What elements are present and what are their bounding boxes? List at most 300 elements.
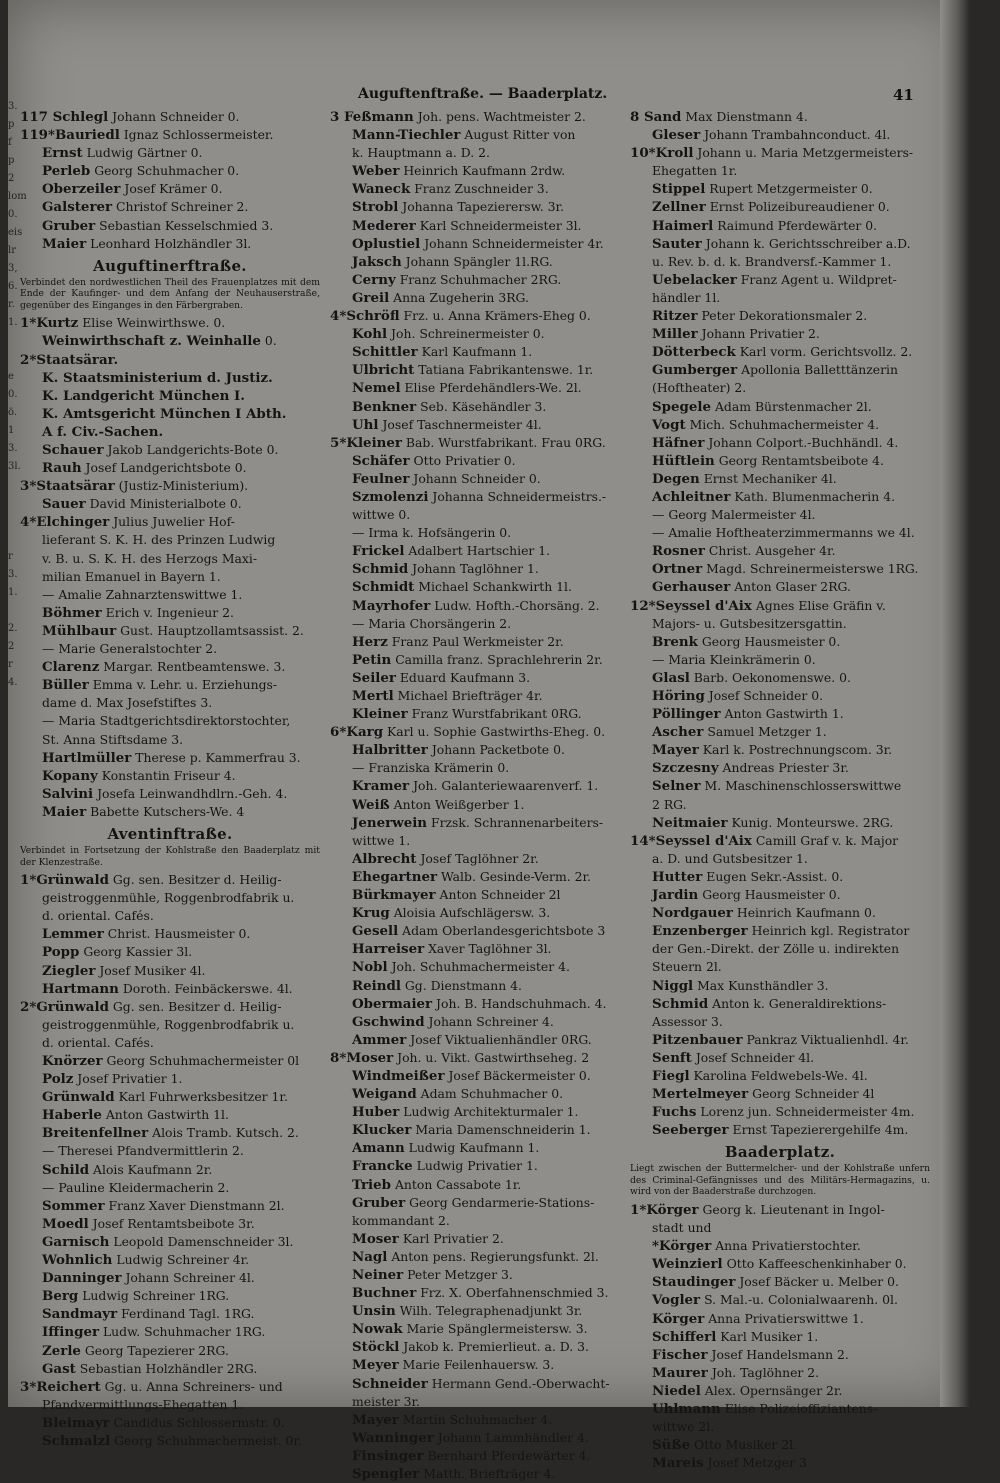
- entry-surname: Hartmann: [42, 980, 119, 997]
- entry-surname: Knörzer: [42, 1053, 103, 1069]
- entry-continuation: — Amalie Zahnarztenswittwe 1.: [42, 586, 243, 602]
- entry-surname: Schauer: [42, 442, 104, 458]
- directory-entry: [630, 1382, 930, 1400]
- entry-surname: Berg: [42, 1288, 79, 1305]
- directory-entry: [630, 198, 930, 216]
- directory-entry: [330, 1447, 628, 1465]
- entry-details: Otto Privatier 0.: [409, 452, 516, 468]
- entry-details: Apollonia Balletttänzerin: [737, 362, 898, 378]
- directory-entry: [330, 289, 628, 307]
- entry-details: Christ. Hausmeister 0.: [103, 926, 251, 942]
- entry-surname: Szczesny: [652, 760, 719, 777]
- directory-entry: [330, 470, 628, 488]
- directory-entry: [20, 1342, 320, 1360]
- directory-entry: [630, 777, 930, 795]
- margin-fragment: p f: [8, 119, 15, 148]
- directory-entry: [630, 814, 930, 832]
- entry-details: Johann Lammhändler 4.: [433, 1429, 589, 1445]
- entry-details: Anna Privatierstochter.: [711, 1238, 861, 1254]
- entry-surname: Stöckl: [352, 1339, 400, 1356]
- margin-fragment: [8, 980, 20, 998]
- directory-entry: [20, 387, 320, 405]
- entry-surname: Ehegartner: [352, 868, 438, 885]
- entry-details: Joh. pens. Wachtmeister 2.: [413, 109, 586, 124]
- entry-details: Georg Gendarmerie-Stations-: [405, 1194, 595, 1210]
- entry-surname: Rauh: [42, 460, 82, 477]
- left-margin-fragments: [8, 98, 27, 1070]
- entry-details: Ludw. Schuhmacher 1RG.: [99, 1324, 266, 1340]
- entry-details: Alois Tramb. Kutsch. 2.: [148, 1125, 299, 1141]
- entry-details: Johanna Schneidermeistrs.-: [428, 488, 607, 504]
- entry-surname: Oplustiel: [352, 235, 421, 252]
- margin-fragment: 3l.: [8, 461, 21, 472]
- entry-surname: K. Landgericht München I.: [42, 387, 245, 404]
- entry-details: Ludwig Architekturmaler 1.: [399, 1104, 579, 1120]
- entry-surname: Oberzeiler: [42, 181, 121, 198]
- directory-entry: [630, 488, 930, 506]
- directory-entry: [20, 1414, 320, 1432]
- entry-continuation: Assessor 3.: [652, 1013, 723, 1029]
- directory-entry: [330, 922, 628, 940]
- entry-details: Georg Tapezierer 2RG.: [80, 1342, 229, 1358]
- entry-details: Ludwig Schreiner 4r.: [112, 1252, 250, 1268]
- directory-entry: [330, 542, 628, 560]
- entry-details: Gg. sen. Besitzer d. Heilig-: [108, 998, 282, 1014]
- entry-continuation: d. oriental. Cafés.: [42, 908, 154, 924]
- entry-surname: Frickel: [352, 543, 405, 560]
- directory-entry: [330, 1013, 628, 1031]
- entry-surname: Dötterbeck: [652, 344, 736, 361]
- directory-entry: [630, 922, 930, 940]
- entry-details: Joh. Schuhmachermeister 4.: [387, 959, 570, 975]
- margin-fragment: 1.: [8, 587, 18, 598]
- entry-details: David Ministerialbote 0.: [85, 496, 242, 512]
- directory-entry: [330, 1121, 628, 1139]
- entry-surname: 6*Karg: [330, 724, 384, 741]
- entry-details: Karl Fuhrwerksbesitzer 1r.: [114, 1089, 288, 1105]
- entry-continuation: Majors- u. Gutsbesitzersgattin.: [652, 615, 847, 631]
- directory-entry: [330, 1356, 628, 1374]
- running-title: Auguftenftraße. — Baaderplatz.: [358, 86, 608, 102]
- directory-entry: [20, 126, 320, 144]
- entry-surname: Sommer: [42, 1197, 105, 1214]
- directory-entry: [20, 1251, 320, 1269]
- directory-entry: [630, 1237, 930, 1255]
- entry-details: Anton Gastwirth 1.: [720, 706, 844, 722]
- entry-details: Barb. Oekonomenswe. 0.: [689, 669, 851, 685]
- margin-fragment: p 2: [8, 155, 15, 184]
- directory-entry: [330, 1302, 628, 1320]
- entry-continuation: wittwe 2l.: [652, 1419, 715, 1435]
- entry-details: Aloisia Aufschlägersw. 3.: [389, 905, 551, 921]
- directory-entry: [330, 1338, 628, 1356]
- entry-details: Josef Privatier 1.: [73, 1071, 183, 1087]
- directory-entry: [330, 379, 628, 397]
- entry-surname: Mühlbaur: [42, 622, 117, 639]
- entry-surname: Rosner: [652, 543, 705, 560]
- directory-entry: [20, 749, 320, 767]
- directory-entry: [20, 1323, 320, 1341]
- entry-surname: Niedel: [652, 1382, 701, 1399]
- entry-surname: Harreiser: [352, 941, 425, 958]
- entry-continuation: Pfandvermittlungs-Ehegatten 1.: [42, 1396, 244, 1412]
- directory-entry: [330, 1085, 628, 1103]
- entry-details: Eduard Kaufmann 3.: [395, 669, 531, 685]
- entry-surname: Ortner: [652, 561, 703, 578]
- entry-surname: Häfner: [652, 434, 705, 451]
- entry-details: Ludwig Privatier 1.: [412, 1158, 538, 1174]
- entry-surname: Wohnlich: [42, 1252, 113, 1269]
- entry-details: Matth. Briefträger 4.: [419, 1466, 556, 1482]
- entry-details: Martin Schuhmacher 4.: [398, 1411, 553, 1427]
- entry-surname: Zerle: [42, 1342, 81, 1359]
- entry-details: Karl u. Sophie Gastwirths-Eheg. 0.: [383, 724, 606, 740]
- entry-details: Josef Bäckermeister 0.: [444, 1067, 591, 1083]
- entry-continuation: wittwe 1.: [352, 832, 411, 848]
- entry-surname: Bleimayr: [42, 1414, 110, 1431]
- entry-surname: K. Staatsministerium d. Justiz.: [42, 369, 273, 386]
- directory-entry: [630, 1400, 930, 1418]
- entry-surname: Mayrhofer: [352, 597, 431, 614]
- entry-details: Johann Schneidermeister 4r.: [420, 235, 604, 251]
- directory-entry: [630, 1103, 930, 1121]
- entry-surname: 2*Staatsärar.: [20, 351, 119, 368]
- entry-surname: Sauer: [42, 496, 86, 513]
- entry-surname: 3*Staatsärar: [20, 478, 115, 495]
- directory-entry: [20, 1233, 320, 1251]
- directory-entry: [330, 1375, 628, 1393]
- entry-surname: Mayer: [352, 1411, 399, 1428]
- entry-surname: A f. Civ.-Sachen.: [42, 423, 164, 440]
- margin-fragment: 6.: [8, 281, 18, 292]
- directory-entry: [20, 477, 320, 495]
- entry-details: Karl Privatier 2.: [398, 1230, 504, 1246]
- entry-continuation: u. Rev. b. d. k. Brandversf.-Kammer 1.: [652, 253, 892, 269]
- entry-details: Therese p. Kammerfrau 3.: [131, 749, 301, 765]
- entry-surname: Neitmaier: [652, 814, 728, 831]
- entry-details: Walb. Gesinde-Verm. 2r.: [437, 868, 591, 884]
- directory-entry: [20, 1269, 320, 1287]
- margin-fragment: [8, 872, 20, 890]
- entry-surname: Weinwirthschaft z. Weinhalle: [42, 333, 261, 350]
- directory-entry: [20, 604, 320, 622]
- entry-details: Frzsk. Schrannenarbeiters-: [427, 814, 604, 830]
- entry-surname: Popp: [42, 944, 80, 961]
- entry-details: Sebastian Holzhändler 2RG.: [75, 1360, 258, 1376]
- entry-surname: Zellner: [652, 199, 706, 216]
- directory-entry: [330, 434, 628, 452]
- entry-details: Josef Handelsmann 2.: [707, 1346, 849, 1362]
- directory-entry: [330, 904, 628, 922]
- entry-surname: Mann-Tiechler: [352, 127, 461, 144]
- directory-entry: [330, 271, 628, 289]
- directory-entry: [630, 307, 930, 325]
- entry-details: Heinrich Kaufmann 0.: [732, 905, 876, 921]
- entry-details: Jakob k. Premierlieut. a. D. 3.: [399, 1339, 589, 1355]
- entry-surname: Hutter: [652, 868, 703, 885]
- page-header: [8, 86, 970, 108]
- entry-details: Anton Schneider 2l: [435, 887, 561, 903]
- entry-details: Xaver Taglöhner 3l.: [424, 941, 552, 957]
- entry-details: Georg Rentamtsbeibote 4.: [714, 452, 884, 468]
- margin-fragment: [8, 944, 20, 962]
- directory-entry: [20, 767, 320, 785]
- directory-entry: [330, 325, 628, 343]
- entry-details: Seb. Käsehändler 3.: [416, 398, 547, 414]
- directory-entry: [330, 1049, 628, 1067]
- directory-entry: [20, 1161, 320, 1179]
- entry-details: Franz Paul Werkmeister 2r.: [387, 633, 564, 649]
- directory-entry: [330, 235, 628, 253]
- entry-surname: Schmalzl: [42, 1432, 111, 1449]
- directory-entry: [630, 1049, 930, 1067]
- entry-details: Ludwig Kaufmann 1.: [404, 1140, 540, 1156]
- entry-surname: Miller: [652, 326, 698, 343]
- directory-entry: [20, 180, 320, 198]
- margin-fragment: 1 3.: [8, 425, 18, 454]
- entry-surname: Herz: [352, 633, 388, 650]
- entry-details: Christ. Ausgeher 4r.: [704, 543, 836, 559]
- entry-surname: Ritzer: [652, 308, 698, 325]
- entry-details: Frz. X. Oberfahnenschmied 3.: [416, 1285, 609, 1301]
- entry-surname: Schittler: [352, 344, 418, 361]
- entry-details: Ignaz Schlossermeister.: [119, 127, 274, 143]
- entry-details: Max Dienstmann 4.: [681, 109, 808, 124]
- entry-details: Georg Schuhmachermeist. 0r.: [110, 1432, 302, 1448]
- entry-surname: Wanninger: [352, 1429, 434, 1446]
- entry-details: Franz Agent u. Wildpret-: [736, 271, 897, 287]
- entry-surname: Cerny: [352, 271, 396, 288]
- entry-details: Karl Schneidermeister 3l.: [415, 217, 582, 233]
- entry-surname: Huber: [352, 1104, 400, 1121]
- directory-entry: [20, 1378, 320, 1396]
- column-2: [330, 108, 628, 1483]
- entry-surname: 117 Schlegl: [20, 109, 109, 125]
- directory-entry: [630, 1273, 930, 1291]
- entry-surname: 2*Grünwald: [20, 998, 109, 1015]
- entry-surname: Sauter: [652, 235, 702, 252]
- entry-details: Johann u. Maria Metzgermeisters-: [693, 145, 914, 161]
- entry-continuation: — Georg Malermeister 4l.: [652, 507, 816, 523]
- entry-surname: Grünwald: [42, 1089, 115, 1106]
- entry-surname: Kohl: [352, 326, 388, 343]
- entry-details: Eugen Sekr.-Assist. 0.: [702, 868, 844, 884]
- directory-entry: [630, 1201, 930, 1219]
- directory-entry: [630, 1121, 930, 1139]
- directory-entry: [330, 741, 628, 759]
- margin-fragment: [8, 800, 20, 818]
- margin-fragment: [8, 728, 20, 746]
- directory-entry: [330, 398, 628, 416]
- margin-fragment: 3,: [8, 263, 18, 274]
- entry-continuation: v. B. u. S. K. H. des Herzogs Maxi-: [42, 550, 258, 566]
- entry-surname: Haberle: [42, 1107, 102, 1124]
- entry-surname: Fischer: [652, 1346, 708, 1363]
- directory-entry: [20, 459, 320, 477]
- entry-surname: Jardin: [652, 887, 699, 904]
- entry-details: Anton k. Generaldirektions-: [708, 995, 887, 1011]
- entry-surname: Gruber: [352, 1194, 406, 1211]
- entry-surname: Sandmayr: [42, 1306, 118, 1323]
- entry-details: Franz Xaver Dienstmann 2l.: [104, 1197, 285, 1213]
- margin-fragment: lom: [8, 191, 27, 202]
- entry-details: Leonhard Holzhändler 3l.: [86, 235, 252, 251]
- directory-entry: [330, 868, 628, 886]
- entry-details: Kunig. Monteurswe. 2RG.: [727, 814, 894, 830]
- directory-entry: [20, 1124, 320, 1142]
- directory-entry: [330, 1230, 628, 1248]
- entry-surname: Ernst: [42, 145, 83, 162]
- entry-surname: Feulner: [352, 470, 410, 487]
- entry-details: Anna Zugeherin 3RG.: [389, 289, 529, 305]
- entry-surname: K. Amtsgericht München I Abth.: [42, 405, 287, 422]
- entry-surname: Senft: [652, 1049, 692, 1066]
- entry-surname: Vogler: [652, 1292, 701, 1309]
- entry-details: Joh. u. Vikt. Gastwirthseheg. 2: [393, 1049, 590, 1065]
- entry-details: Johann Schneider 0.: [108, 109, 240, 124]
- street-description: Verbindet in Fortsetzung der Kohlstraße den Baaderplatz mit der Klenzestraße.: [20, 845, 320, 868]
- entry-details: Adalbert Hartschier 1.: [404, 543, 551, 559]
- directory-entry: [630, 886, 930, 904]
- entry-details: Andreas Priester 3r.: [718, 760, 849, 776]
- entry-surname: Seiler: [352, 669, 396, 686]
- entry-surname: Staudinger: [652, 1274, 736, 1291]
- entry-details: Emma v. Lehr. u. Erziehungs-: [88, 677, 278, 693]
- directory-entry: [630, 560, 930, 578]
- entry-surname: Jaksch: [352, 253, 402, 270]
- margin-fragment: [8, 890, 20, 908]
- entry-continuation: d. oriental. Cafés.: [42, 1034, 154, 1050]
- entry-surname: Mayer: [652, 742, 699, 759]
- entry-details: Raimund Pferdewärter 0.: [713, 217, 878, 233]
- entry-details: Camill Graf v. k. Major: [751, 832, 899, 848]
- entry-details: Johann Privatier 2.: [697, 326, 820, 342]
- entry-surname: Stippel: [652, 181, 706, 198]
- directory-entry: [20, 162, 320, 180]
- entry-surname: Mederer: [352, 217, 416, 234]
- entry-surname: Galsterer: [42, 199, 113, 216]
- directory-entry: [330, 651, 628, 669]
- margin-fragment: [8, 998, 20, 1016]
- entry-surname: *Körger: [652, 1238, 712, 1255]
- entry-details: Georg k. Lieutenant in Ingol-: [698, 1201, 885, 1217]
- directory-entry: [630, 741, 930, 759]
- entry-details: Ludwig Gärtner 0.: [82, 145, 203, 161]
- directory-entry: [20, 198, 320, 216]
- entry-details: Michael Briefträger 4r.: [393, 688, 543, 703]
- directory-entry: [330, 886, 628, 904]
- directory-entry: [20, 332, 320, 350]
- entry-details: Bab. Wurstfabrikant. Frau 0RG.: [401, 434, 606, 450]
- entry-surname: Finsinger: [352, 1447, 424, 1464]
- entry-surname: Weber: [352, 163, 400, 180]
- directory-entry: [330, 198, 628, 216]
- entry-details: Georg Kassier 3l.: [79, 944, 193, 960]
- entry-continuation: — Theresei Pfandvermittlerin 2.: [42, 1143, 244, 1159]
- entry-details: Josef Landgerichtsbote 0.: [81, 460, 247, 476]
- directory-entry: [330, 1284, 628, 1302]
- directory-entry: [630, 868, 930, 886]
- entry-continuation: — Pauline Kleidermacherin 2.: [42, 1179, 230, 1195]
- entry-details: Anna Privatierswittwe 1.: [704, 1310, 864, 1326]
- entry-details: Agnes Elise Gräfin v.: [751, 597, 886, 613]
- entry-surname: Pitzenbauer: [652, 1031, 743, 1048]
- entry-surname: Garnisch: [42, 1233, 110, 1250]
- directory-entry: [630, 1328, 930, 1346]
- directory-entry: [630, 361, 930, 379]
- entry-surname: Windmeißer: [352, 1067, 445, 1084]
- entry-surname: Pöllinger: [652, 706, 721, 723]
- entry-surname: 10*Kroll: [630, 145, 694, 162]
- margin-fragment: [8, 350, 20, 368]
- margin-fragment: [8, 746, 20, 764]
- entry-surname: Gumberger: [652, 362, 738, 379]
- directory-entry: [330, 126, 628, 144]
- entry-surname: Albrecht: [352, 850, 417, 867]
- margin-fragment: [8, 602, 20, 620]
- street-description: Liegt zwischen der Buttermelcher- und der Kohlstraße unfern des Criminal-Gefängnisses und des Militärs-Hermagazins, u. wird von der Baaderstraße durchzogen.: [630, 1163, 930, 1198]
- entry-surname: Haimerl: [652, 217, 714, 234]
- entry-details: Hermann Gend.-Oberwacht-: [427, 1375, 610, 1391]
- entry-surname: Schmid: [652, 995, 709, 1012]
- entry-details: Georg Schuhmacher 0.: [90, 163, 240, 179]
- entry-details: Johann Packetbote 0.: [427, 742, 565, 758]
- entry-surname: 4*Schröfl: [330, 308, 400, 325]
- directory-entry: [330, 162, 628, 180]
- entry-surname: Maurer: [652, 1364, 708, 1381]
- entry-surname: Obermaier: [352, 995, 433, 1012]
- entry-details: Anton Gastwirth 1l.: [101, 1107, 229, 1123]
- entry-details: Ernst Mechaniker 4l.: [699, 470, 837, 486]
- street-heading: Baaderplatz.: [724, 1143, 836, 1162]
- entry-surname: Schmidt: [352, 579, 415, 596]
- directory-entry: [20, 803, 320, 821]
- entry-details: Elise Weinwirthswe. 0.: [78, 315, 226, 331]
- entry-surname: Schäfer: [352, 452, 410, 469]
- entry-details: Anton Weißgerber 1.: [389, 796, 525, 812]
- entry-surname: Strobl: [352, 199, 399, 216]
- margin-fragment: e 0.: [8, 371, 18, 400]
- entry-continuation: meister 3r.: [352, 1393, 420, 1409]
- entry-surname: 1*Grünwald: [20, 872, 109, 889]
- entry-surname: Waneck: [352, 181, 411, 198]
- entry-surname: 5*Kleiner: [330, 434, 402, 451]
- directory-entry: [330, 633, 628, 651]
- directory-entry: [630, 1310, 930, 1328]
- entry-details: Adam Bürstenmacher 2l.: [711, 398, 872, 414]
- entry-surname: Gruber: [42, 217, 96, 234]
- entry-surname: 3 Feßmann: [330, 109, 414, 125]
- entry-surname: Achleitner: [652, 488, 731, 505]
- entry-details: Christof Schreiner 2.: [112, 199, 249, 215]
- entry-details: S. Mal.-u. Colonialwaarenh. 0l.: [700, 1292, 898, 1308]
- entry-details: Karl vorm. Gerichtsvollz. 2.: [735, 344, 913, 360]
- directory-entry: [330, 705, 628, 723]
- entry-surname: 8 Sand: [630, 109, 682, 125]
- entry-surname: Maier: [42, 803, 87, 820]
- page: [8, 0, 970, 1483]
- entry-continuation: St. Anna Stiftsdame 3.: [42, 731, 184, 747]
- directory-entry: [330, 977, 628, 995]
- margin-fragment: ö.: [8, 407, 18, 418]
- entry-details: Alois Kaufmann 2r.: [89, 1161, 213, 1177]
- entry-surname: Nemel: [352, 380, 401, 397]
- entry-surname: Polz: [42, 1071, 74, 1088]
- column-1: [20, 108, 320, 1450]
- entry-surname: Neiner: [352, 1267, 404, 1283]
- entry-details: Bernhard Pferdewärter 4.: [423, 1447, 591, 1463]
- entry-continuation: händler 1l.: [652, 289, 721, 305]
